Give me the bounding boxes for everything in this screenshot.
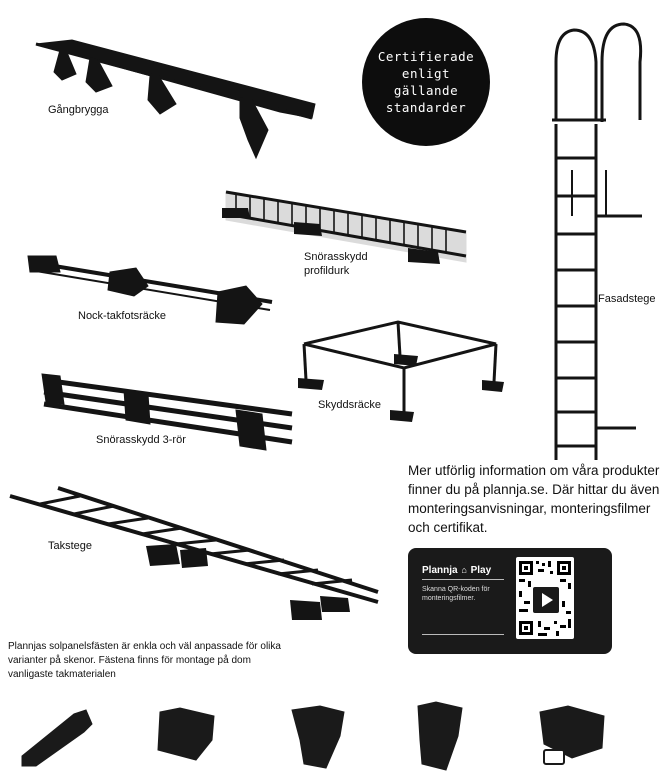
plannja-play-logo [422,565,491,576]
label-snorasskydd-profildurk-line2: profildurk [304,265,350,277]
badge-line-4: standarder [385,100,467,115]
fasadstege-illustration [552,24,642,460]
info-text: Mer utförlig information om våra produkter finner du på plannja.se. Där hittar du även monteringsanvisningar, monteringsfilmer och certifikat. [408,463,660,535]
roof-icon: ⌂ [461,565,467,575]
plannja-play-card[interactable] [408,548,612,654]
label-snorasskydd-profildurk [304,250,368,278]
label-skyddsracke: Skyddsräcke [318,399,381,411]
badge-line-1: Certifierade [377,49,475,64]
label-snorasskydd-3ror: Snörasskydd 3-rör [96,434,186,446]
badge-line-2: enligt [401,66,451,81]
gangbrygga-illustration [36,40,315,158]
badge-line-3: gällande [393,83,459,98]
divider-top [422,579,504,580]
brand-left: Plannja [422,565,458,576]
play-card-text: Skanna QR-koden för monteringsfilmer. [422,586,490,602]
label-fasadstege: Fasadstege [598,293,656,305]
divider-bottom [422,634,504,635]
solpanelsfasten-illustrations [22,702,604,770]
certification-badge [362,18,490,146]
brand-right: Play [470,565,492,576]
label-gangbrygga: Gångbrygga [48,104,109,116]
label-nock-takfotsracke: Nock-takfotsräcke [78,310,167,322]
qr-code-graphic [516,557,574,639]
solpanelsfasten-intro: Plannjas solpanelsfästen är enkla och väl anpassade för olika varianter på skenor. Fästena finns för montage på dom vanligaste takmaterialen [8,641,281,680]
label-snorasskydd-profildurk-line1: Snörasskydd [304,251,368,263]
qr-code[interactable] [516,557,574,639]
label-takstege: Takstege [48,540,93,552]
takstege-illustration [10,488,378,620]
